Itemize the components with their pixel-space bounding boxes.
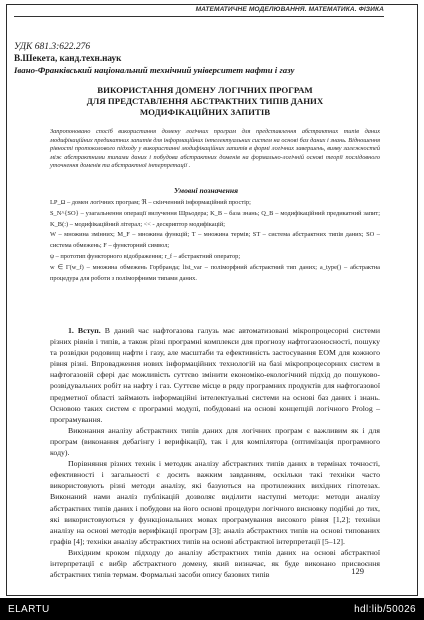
repository-label: ELARTU (8, 604, 50, 615)
body-paragraph: Порівняння різних технік і методик аналізу абстрактних типів даних в термінах точності, ефективності і загальності є досить важким завданням, оскільки такі техніки часто використовують різні методи аналізу, які базуються на протилежних вихідних гіпотезах. Виконаний нами аналіз публікацій дозволяє виділити наступні методи: методи аналізу абстрактних типів даних і побудови на його основі процедури логічного висновку подібні до тих, які використовуються у функціональних мовах програмування високого рівня [1,2]; техніки аналізу на основі методів верифікації програм [3]; аналіз абстрактних типів на основі типованих графів [4]; техніки аналізу абстрактних типів на основі абстрактної інтерпретації [5–12]. (50, 459, 380, 546)
title-line: МОДИФІКАЦІЙНИХ ЗАПИТІВ (139, 107, 271, 117)
body-paragraph: Вихідним кроком підходу до аналізу абстрактних типів даних на основі абстрактної інтерпретації є вибір абстрактного домену, який визначає, як буде виконано присвоєння абстрактних типів термам. Формальні засоби опису базових типів (50, 547, 380, 580)
running-head: МАТЕМАТИЧНЕ МОДЕЛЮВАННЯ. МАТЕМАТИКА. ФІЗИКА (195, 6, 384, 13)
abstract: Запропоновано спосіб використання домену логічних програм для представлення абстрактних типів даних модифікаційних предикатних запитів для інформаційних інтелектуальних систем на основі баз даних і знань. Відношення рівності протоколового підходу у використанні модифікаційних запитів в формі логічних завершень, вияву залежностей між абстрактними типами даних і побудова абстрактних доменів на формально-логічній основі теорії послідовного уточнення доменів та абстрактної інтерпретації . (50, 128, 380, 169)
article-body (50, 325, 380, 580)
notation-item: w ∈ Γ(w_f) – множина обмежень Горбранда; list_var – поліморфний абстрактний тип даних; a_type() – абстрактна процедура для роботи з поліморфними типами даних. (50, 263, 380, 282)
header-rule (14, 16, 384, 17)
notation-item: LP_Ω – домен логічних програм; ℜ – скінченний інформаційний простір; (50, 199, 251, 206)
udc-code: УДК 681.3:622.276 (14, 42, 91, 52)
page-number: 129 (351, 566, 364, 576)
notation-item: ψ – прототип функторного відображення; r_f – абстрактний оператор; (50, 252, 241, 260)
notation-item: W – множина змінних; M_F – множина функцій; T – множина термів; ST – система абстрактних типів даних; SO – система обмежень; F – функторний символ; (50, 231, 380, 250)
intro-paragraph (50, 325, 380, 425)
notation-heading: Умовні позначення (173, 186, 239, 195)
title-line: ВИКОРИСТАННЯ ДОМЕНУ ЛОГІЧНИХ ПРОГРАМ (97, 85, 313, 95)
article-title (30, 85, 380, 118)
body-paragraph: Виконання аналізу абстрактних типів даних для логічних програм є важливим як і для програм (виконання дебагінгу і верифікації), так і для компілятора (оптимізація програмного коду). (50, 425, 380, 458)
notation-list (50, 198, 380, 284)
author-line: В.Шекета, канд.техн.наук (14, 53, 122, 63)
section-heading: 1. Вступ. (68, 326, 101, 335)
affiliation-line: Івано-Франківський національний технічний університет нафти і газу (14, 65, 295, 75)
title-line: ДЛЯ ПРЕДСТАВЛЕННЯ АБСТРАКТНИХ ТИПІВ ДАНИХ (86, 96, 324, 106)
paragraph-text: В даний час нафтогазова галузь має автоматизовані мікропроцесорні системи різних рівнів і типів, а також різні програмні комплекси для прогнозу нафтогазоносності, пошуку та розвідки родовищ нафти і газу, але масштаби та ефективність застосування ЕОМ для кожного рівня різні. Впровадження нових інформаційних технологій на базі мікропроцесорних систем в нафтогазовій сфері дає можливість суттєво змінити економіко-екологічний підхід до пошуково-розвідувальних робіт на нафту і газ. Суттєве місце в ряду програмних продуктів для нафтогазової предметної області займають інформаційні інтелектуальні системи на основі баз даних і знань. Основою таких систем є програмні модулі, побудовані на основі концепцій логічного Prolog – програмування. (50, 326, 380, 424)
notation-item: S_N^{SO} – узагальнення операції вилучення Шрьодера; K_B – база знань; Q_B – модифікаційний предикатний запит; K_B(:) – модифікаційний літерал; << - дескриптор модифікацій; (50, 209, 380, 228)
handle-label: hdl:lib/50026 (354, 604, 416, 615)
